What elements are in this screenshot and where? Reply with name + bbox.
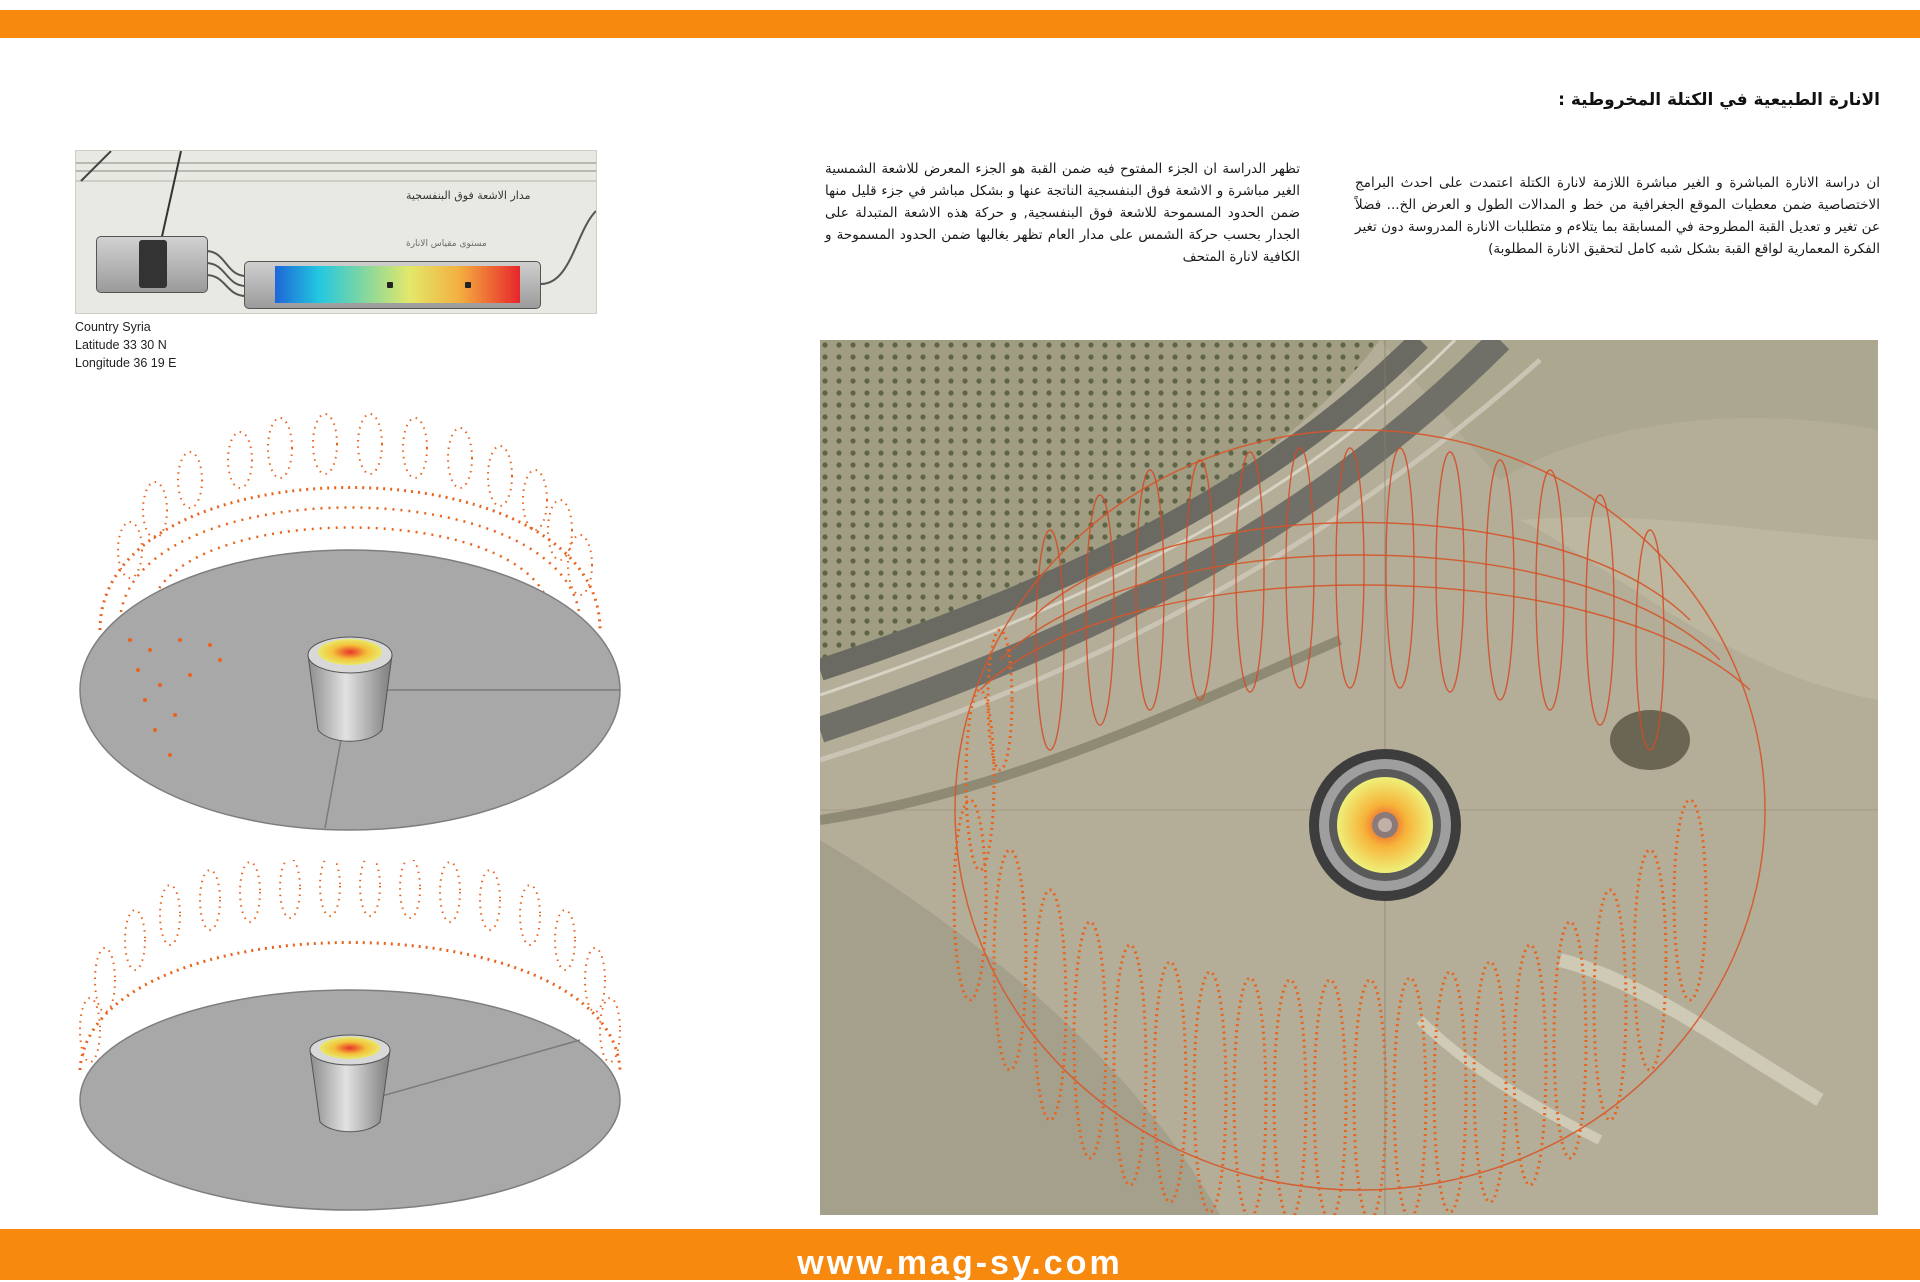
- grasshopper-caption: مدار الاشعة فوق البنفسجية: [406, 189, 531, 202]
- location-country: Country Syria: [75, 320, 151, 334]
- color-gradient-ramp: [275, 266, 520, 303]
- gradient-handle: [465, 282, 471, 288]
- location-longitude: Longitude 36 19 E: [75, 356, 177, 370]
- top-orange-bar: [0, 10, 1920, 38]
- footer-url[interactable]: www.mag-sy.com: [797, 1244, 1123, 1282]
- grasshopper-component-node: [96, 236, 208, 293]
- gradient-handle: [387, 282, 393, 288]
- location-info: [75, 318, 176, 372]
- section-heading: الانارة الطبيعية في الكتلة المخروطية :: [1558, 90, 1880, 110]
- gradient-component: [244, 261, 541, 309]
- dome-plan-icon: [1309, 749, 1461, 901]
- paragraph-left: تظهر الدراسة ان الجزء المفتوح فيه ضمن القبة هو الجزء المعرض للاشعة الشمسية الغير مباشرة و الاشعة فوق البنفسجية الناتجة عنها و بشكل مباشر في جزء قليل منها ضمن الحدود المسموحة للاشعة فوق البنفسجية, و حركة هذه الاشعة المتبدلة على الجدار بحسب حركة الشمس على مدار العام تظهر بغالبها ضمن الحدود المسموحة و الكافية لانارة المتحف: [825, 161, 1300, 265]
- grasshopper-node-body: [139, 240, 167, 288]
- sunpath-render-bottom: [60, 860, 640, 1220]
- satellite-site-map: [820, 340, 1878, 1215]
- sunpath-render-top: [60, 400, 640, 840]
- location-latitude: Latitude 33 30 N: [75, 338, 167, 352]
- site-map-drawing: [820, 340, 1878, 1215]
- grasshopper-sublabel: مستوى مقياس الانارة: [406, 239, 487, 249]
- grasshopper-panel: [75, 150, 597, 314]
- paragraph-right: ان دراسة الانارة المباشرة و الغير مباشرة اللازمة لانارة الكتلة اعتمدت على احدث البرامج الاختصاصية ضمن معطيات الموقع الجغرافية من خط و المدالات الطول و العرض الخ... فضلاً عن تغير و تعديل القبة المطروحة في المسابقة بما يتلاءم و متطلبات الانارة المدروسة دون تغير الفكرة المعمارية لواقع القبة بشكل شبه كامل لتحقيق الانارة المطلوبة): [1355, 175, 1880, 257]
- bottom-orange-bar: [0, 1229, 1920, 1280]
